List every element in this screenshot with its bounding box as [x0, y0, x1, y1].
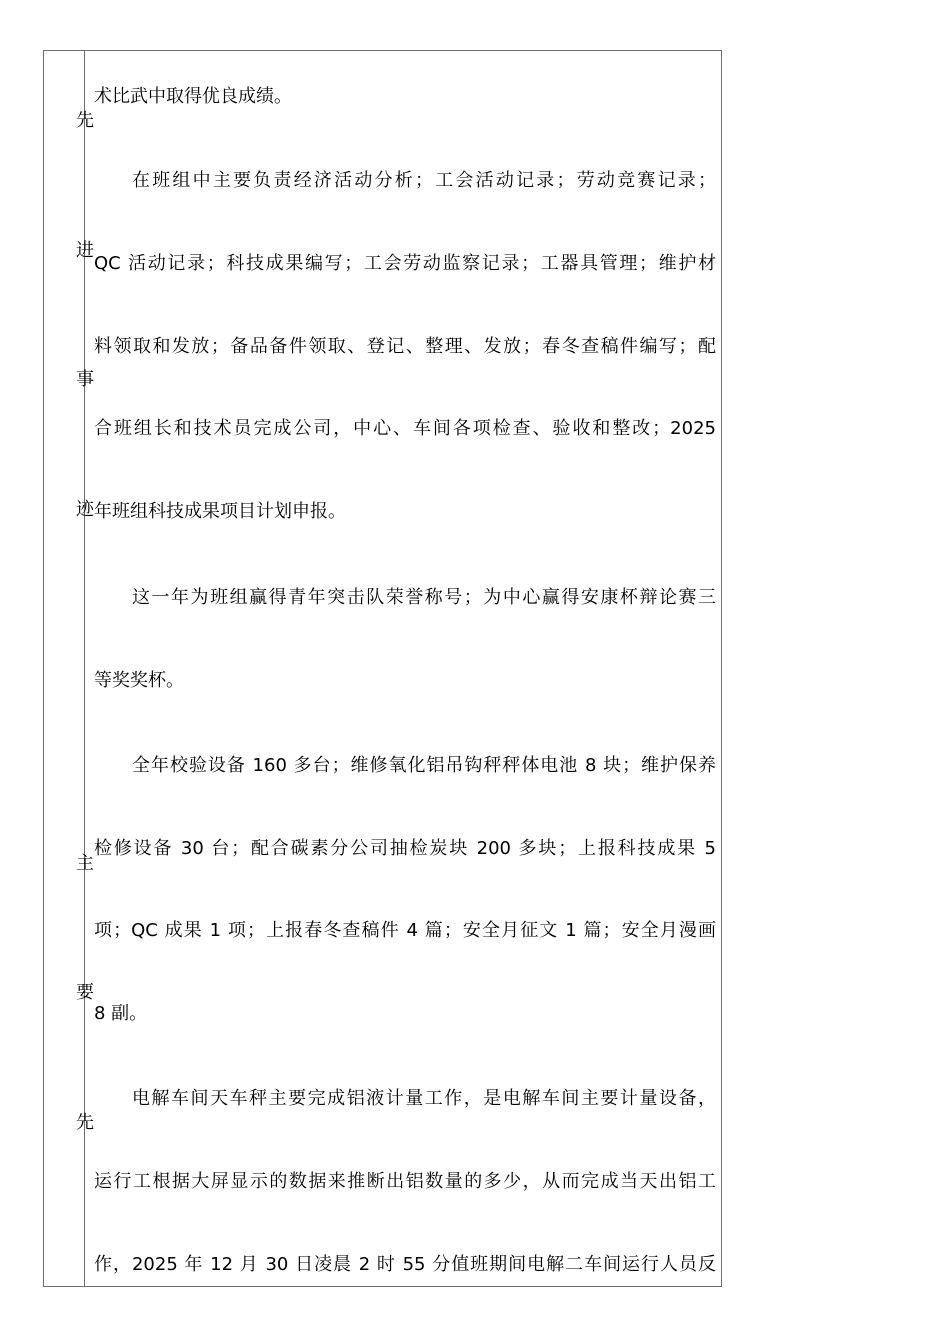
side-label-char: 进: [76, 240, 94, 261]
body-text-line: 运行工根据大屏显示的数据来推断出铝数量的多少，从而完成当天出铝工: [94, 1171, 716, 1192]
side-label-char: 事: [76, 369, 94, 390]
body-text-line: 料领取和发放；备品备件领取、登记、整理、发放；春冬查稿件编写；配: [94, 336, 716, 357]
body-text-line: 8 副。: [94, 1003, 148, 1024]
body-text-line: 在班组中主要负责经济活动分析；工会活动记录；劳动竞赛记录；: [132, 170, 716, 191]
body-text-line: 等奖奖杯。: [94, 670, 184, 691]
body-text-line: 术比武中取得优良成绩。: [94, 86, 292, 107]
side-label-char: 主: [76, 853, 94, 874]
body-text-line: QC 活动记录；科技成果编写；工会劳动监察记录；工器具管理；维护材: [94, 253, 716, 274]
side-label-char: 先: [76, 1112, 94, 1133]
side-label-char: 要: [76, 982, 94, 1003]
body-text-line: 年班组科技成果项目计划申报。: [94, 501, 346, 522]
body-text-line: 检修设备 30 台；配合碳素分公司抽检炭块 200 多块；上报科技成果 5: [94, 838, 716, 859]
body-text-line: 全年校验设备 160 多台；维修氧化铝吊钩秤秤体电池 8 块；维护保养: [132, 755, 716, 776]
body-text-line: 作，2025 年 12 月 30 日凌晨 2 时 55 分值班期间电解二车间运行人员反: [94, 1254, 716, 1275]
label-column-divider: [84, 50, 85, 1287]
body-text-line: 合班组长和技术员完成公司，中心、车间各项检查、验收和整改；2025: [94, 418, 716, 439]
body-text-line: 电解车间天车秤主要完成铝液计量工作，是电解车间主要计量设备，: [132, 1088, 716, 1109]
body-text-line: 项；QC 成果 1 项；上报春冬查稿件 4 篇；安全月征文 1 篇；安全月漫画: [94, 920, 716, 941]
side-label-char: 迹: [76, 499, 94, 520]
side-label-char: 先: [76, 110, 94, 131]
body-text-line: 这一年为班组赢得青年突击队荣誉称号；为中心赢得安康杯辩论赛三: [132, 587, 716, 608]
